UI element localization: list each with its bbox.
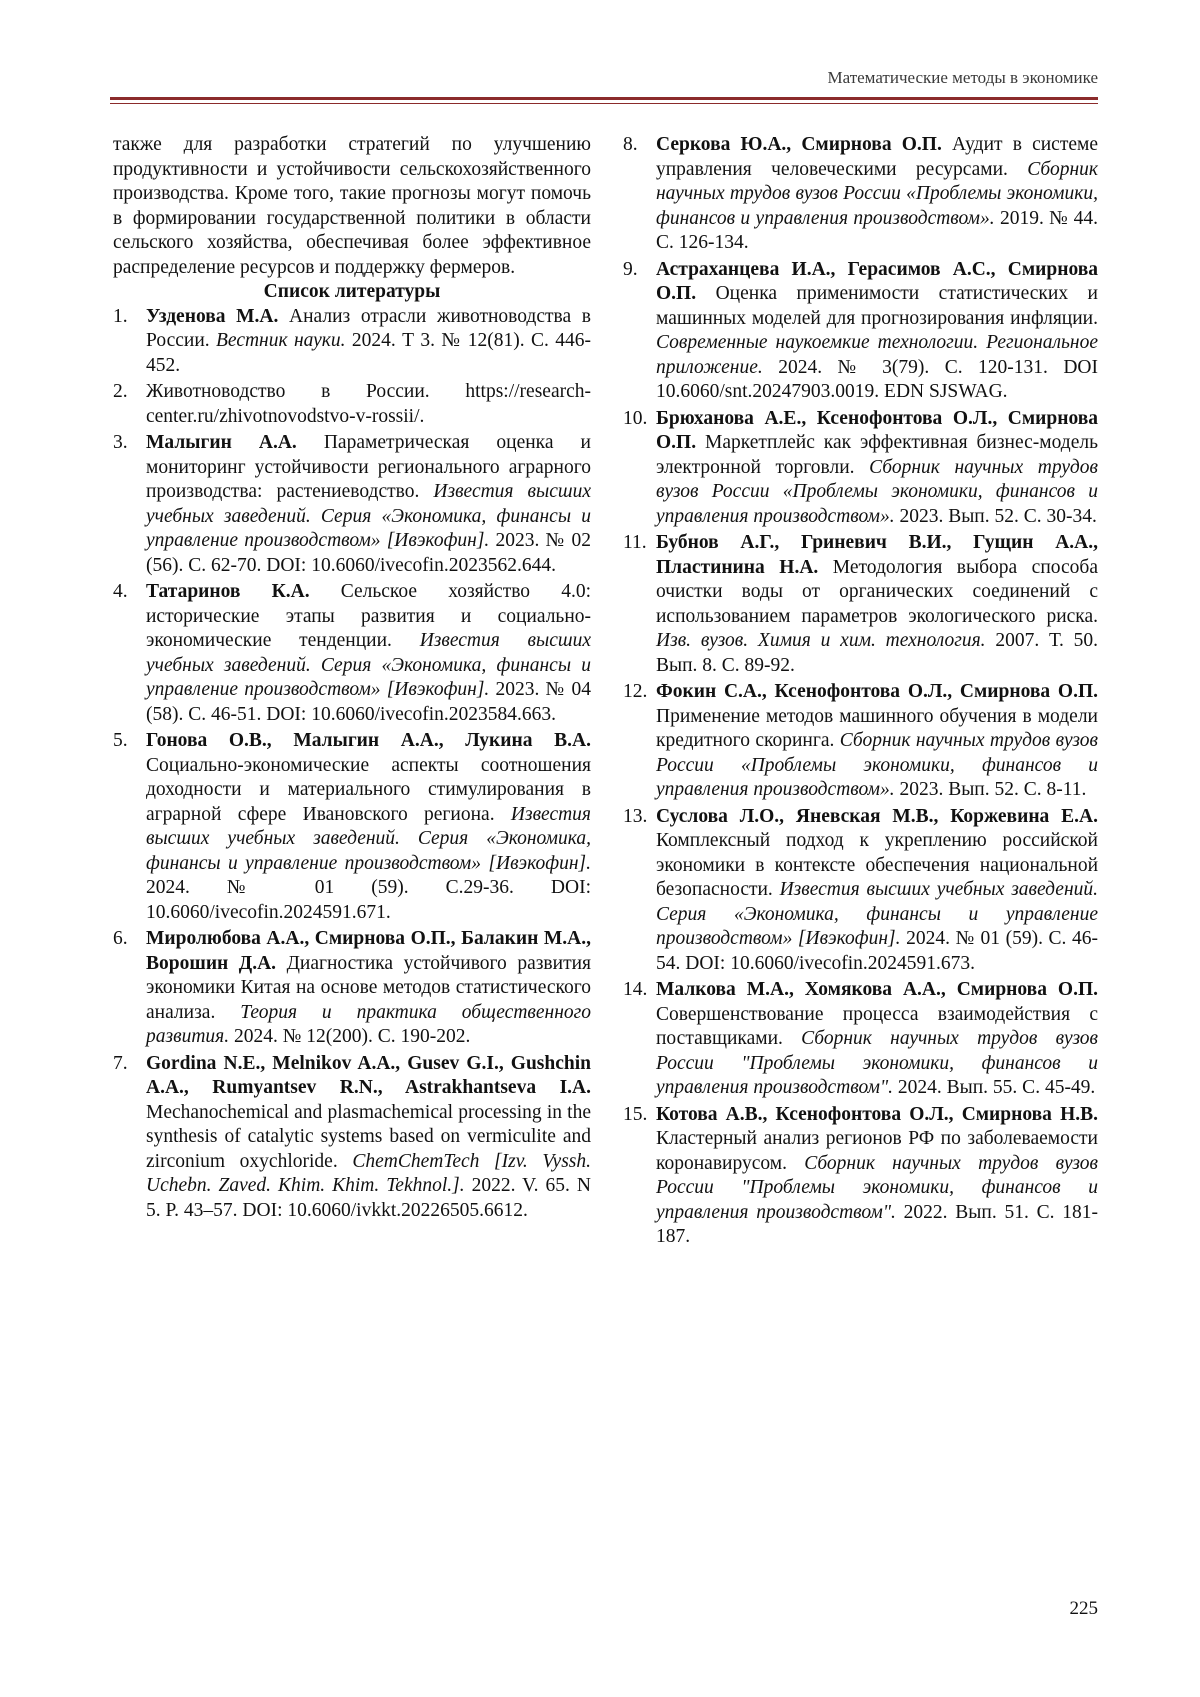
intro-paragraph: также для разработки стратегий по улучшению продуктивности и устойчивости сельскохозяйственного производства. Кроме того, такие прогнозы могут помочь в формировании государственной политики в области сельского хозяйства, обеспечивая более эффективное распределение ресурсов и поддержку фермеров. xyxy=(113,134,591,278)
reference-item xyxy=(113,729,591,925)
reference-item xyxy=(113,305,591,379)
references-title: Список литературы xyxy=(263,281,441,302)
reference-number: 5. xyxy=(113,730,128,751)
reference-item xyxy=(623,805,1098,977)
reference-number: 1. xyxy=(113,305,128,327)
reference-title: Параметрическая оценка и мониторинг устойчивости регионального аграрного производства: растениеводство. xyxy=(146,432,591,502)
reference-details: 2007. Т. 50. Вып. 8. С. 89-92. xyxy=(656,630,1098,676)
reference-number: 6. xyxy=(113,928,128,949)
reference-title: Mechanochemical and plasmachemical processing in the synthesis of catalytic systems based on vermiculite and zirconium oxychloride. xyxy=(146,1101,591,1172)
reference-source: Известия высших учебных заведений. Серия «Экономика, финансы и управление производством» [Ивэкофин]. xyxy=(146,803,591,874)
reference-number: 10. xyxy=(623,407,648,429)
reference-authors: Бубнов А.Г., Гриневич В.И., Гущин А.А., Пластинина Н.А. xyxy=(656,532,1098,578)
reference-source: Теория и практика общественного развития. xyxy=(146,1001,591,1047)
reference-title: Оценка применимости статистических и машинных моделей для прогнозирования инфляции. xyxy=(656,283,1098,329)
reference-title: Анализ отрасли животноводства в России. xyxy=(146,305,591,351)
reference-authors: Брюханова А.Е., Ксенофонтова О.Л., Смирнова О.П. xyxy=(656,407,1098,453)
reference-number: 15. xyxy=(623,1103,648,1125)
reference-item xyxy=(623,531,1098,678)
reference-number: 8. xyxy=(623,134,638,155)
reference-source: Современные наукоемкие технологии. Региональное приложение. xyxy=(656,332,1098,378)
reference-title: Социально-экономические аспекты соотношения доходности и материального стимулирования в аграрной сфере Ивановского региона. xyxy=(146,754,591,825)
reference-text xyxy=(146,380,591,429)
reference-authors: Миролюбова А.А., Смирнова О.П., Балакин М.А., Ворошин Д.А. xyxy=(146,928,591,974)
reference-authors: Узденова М.А. xyxy=(146,305,279,327)
reference-number: 11. xyxy=(623,532,647,553)
reference-authors: Малкова М.А., Хомякова А.А., Смирнова О.П. xyxy=(656,979,1098,1000)
reference-number: 4. xyxy=(113,581,128,602)
reference-source: ChemChemTech [Izv. Vyssh. Uchebn. Zaved. Khim. Khim. Tekhnol.]. xyxy=(146,1150,592,1196)
reference-details: 2023. № 04 (58). С. 46-51. DOI: 10.6060/ivecofin.2023584.663. xyxy=(146,679,591,725)
reference-item xyxy=(113,431,591,578)
reference-item xyxy=(623,680,1098,803)
reference-details: 2024. № 01 (59). С.29-36. DOI: 10.6060/ivecofin.2024591.671. xyxy=(146,877,591,923)
reference-details: 2019. № 44. С. 126-134. xyxy=(656,207,1098,253)
reference-authors: Астраханцева И.А., Герасимов А.С., Смирнова О.П. xyxy=(656,258,1098,304)
reference-authors: Gordina N.E., Melnikov A.A., Gusev G.I., Gushchin A.A., Rumyantsev R.N., Astrakhantseva I.A. xyxy=(146,1052,591,1098)
reference-item xyxy=(623,258,1098,405)
reference-title: Комплексный подход к укреплению российской экономики в контексте обеспечения национальной безопасности. xyxy=(656,830,1098,900)
reference-text xyxy=(656,805,1098,977)
reference-item xyxy=(623,978,1098,1101)
reference-number: 9. xyxy=(623,258,638,280)
reference-details: 2024. Вып. 55. С. 45-49. xyxy=(893,1077,1096,1098)
reference-text xyxy=(146,927,591,1050)
reference-item xyxy=(113,580,591,727)
reference-source: Сборник научных трудов вузов России «Проблемы экономики, финансов и управления производством». xyxy=(656,158,1098,229)
reference-text xyxy=(146,729,591,925)
reference-source: Сборник научных трудов вузов России «Проблемы экономики, финансов и управления производством». xyxy=(656,456,1098,527)
reference-authors: Гонова О.В., Малыгин А.А., Лукина В.А. xyxy=(146,730,591,751)
reference-authors: Фокин С.А., Ксенофонтова О.Л., Смирнова О.П. xyxy=(656,681,1098,702)
reference-source: Сборник научных трудов вузов России «Проблемы экономики, финансов и управления производством». xyxy=(656,730,1098,800)
reference-text xyxy=(146,1052,591,1224)
reference-number: 12. xyxy=(623,681,648,702)
reference-text xyxy=(656,680,1098,803)
reference-title: Методология выбора способа очистки воды от органических соединений с использованием параметров экологического риска. xyxy=(656,556,1098,627)
reference-title: Диагностика устойчивого развития экономики Китая на основе методов статистического анализа. xyxy=(146,952,591,1023)
reference-source: Сборник научных трудов вузов России "Проблемы экономики, финансов и управления производством". xyxy=(656,1152,1098,1223)
reference-text xyxy=(656,407,1098,530)
reference-title: Животноводство в России. https://research-center.ru/zhivotnovodstvo-v-rossii/. xyxy=(146,381,591,427)
reference-details: 2023. № 02 (56). С. 62-70. DOI: 10.6060/ivecofin.2023562.644. xyxy=(146,530,591,576)
reference-number: 7. xyxy=(113,1052,128,1074)
reference-details: 2024. Т 3. № 12(81). С. 446-452. xyxy=(146,330,591,376)
reference-number: 3. xyxy=(113,432,128,453)
reference-item xyxy=(623,407,1098,530)
reference-details: 2024. № 01 (59). С. 46-54. DOI: 10.6060/ivecofin.2024591.673. xyxy=(656,928,1099,974)
reference-text xyxy=(146,305,591,379)
reference-authors: Татаринов К.А. xyxy=(146,581,310,602)
reference-source: Вестник науки. xyxy=(216,330,346,351)
reference-source: Изв. вузов. Химия и хим. технология. xyxy=(656,630,986,651)
reference-authors: Малыгин А.А. xyxy=(146,432,297,453)
reference-title: Сельское хозяйство 4.0: исторические этапы развития и социально-экономические тенденции. xyxy=(146,581,591,651)
reference-title: Применение методов машинного обучения в модели кредитного скоринга. xyxy=(656,705,1098,751)
reference-details: 2023. Вып. 52. С. 8-11. xyxy=(894,779,1087,800)
reference-authors: Суслова Л.О., Яневская М.В., Коржевина Е.А. xyxy=(656,805,1098,827)
reference-title: Совершенствование процесса взаимодействия с поставщиками. xyxy=(656,1003,1098,1049)
reference-title: Аудит в системе управления человеческими ресурсами. xyxy=(656,134,1098,180)
reference-title: Маркетплейс как эффективная бизнес-модель электронной торговли. xyxy=(656,432,1098,478)
reference-number: 13. xyxy=(623,805,648,827)
page-number: 225 xyxy=(1069,1598,1098,1619)
header-rule-thin xyxy=(110,103,1098,104)
reference-number: 14. xyxy=(623,979,648,1000)
running-header: Математические методы в экономике xyxy=(827,68,1098,87)
reference-details: 2022. Вып. 51. С. 181-187. xyxy=(656,1201,1099,1247)
reference-text xyxy=(146,431,591,578)
reference-item xyxy=(113,380,591,429)
reference-details: 2022. V. 65. N 5. P. 43–57. DOI: 10.6060/ivkkt.20226505.6612. xyxy=(146,1175,591,1221)
reference-item xyxy=(113,927,591,1050)
reference-details: 2024. № 3(79). С. 120-131. DOI 10.6060/snt.20247903.0019. EDN SJSWAG. xyxy=(656,356,1098,402)
reference-text xyxy=(656,1103,1098,1250)
reference-text xyxy=(146,580,591,727)
reference-text xyxy=(656,258,1098,405)
reference-item xyxy=(623,1103,1098,1250)
reference-authors: Серкова Ю.А., Смирнова О.П. xyxy=(656,134,942,155)
reference-source: Сборник научных трудов вузов России "Проблемы экономики, финансов и управления производством". xyxy=(656,1028,1099,1098)
reference-number: 2. xyxy=(113,381,128,402)
reference-details: 2024. № 12(200). С. 190-202. xyxy=(229,1026,471,1047)
reference-source: Известия высших учебных заведений. Серия «Экономика, финансы и управление производством» [Ивэкофин]. xyxy=(146,481,591,551)
reference-text xyxy=(656,978,1098,1101)
left-column xyxy=(113,133,591,1225)
reference-item xyxy=(113,1052,591,1224)
reference-list-left xyxy=(113,305,591,1224)
reference-text xyxy=(656,531,1098,678)
reference-details: 2023. Вып. 52. С. 30-34. xyxy=(894,505,1097,527)
reference-title: Кластерный анализ регионов РФ по заболеваемости коронавирусом. xyxy=(656,1128,1098,1174)
right-column xyxy=(623,133,1098,1252)
reference-source: Известия высших учебных заведений. Серия «Экономика, финансы и управление производством» [Ивэкофин]. xyxy=(146,630,591,700)
reference-text xyxy=(656,133,1098,256)
reference-item xyxy=(623,133,1098,256)
reference-list-right xyxy=(623,133,1098,1250)
header-rule-thick xyxy=(110,97,1098,100)
reference-source: Известия высших учебных заведений. Серия «Экономика, финансы и управление производством» [Ивэкофин]. xyxy=(656,879,1098,949)
reference-authors: Котова А.В., Ксенофонтова О.Л., Смирнова Н.В. xyxy=(656,1103,1098,1125)
